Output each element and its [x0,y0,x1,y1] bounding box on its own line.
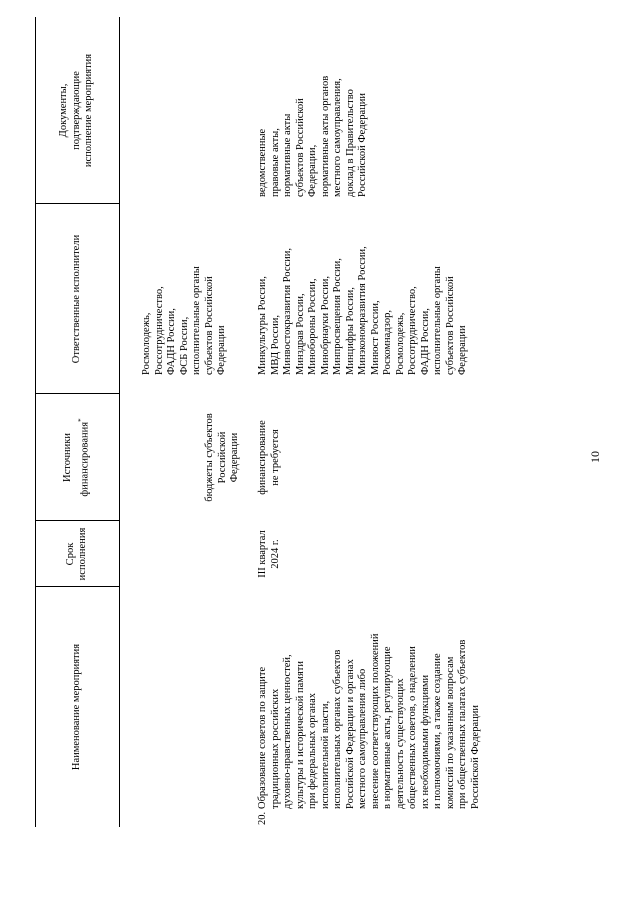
funding-line: финансирование [257,420,268,495]
executor-line: Минкультуры России, [257,276,268,375]
prev-funding-line: Федерации [229,432,240,483]
activity-line: местного самоуправления либо [357,668,368,809]
row-20-deadline [257,521,282,587]
activity-line: Российской Федерации и органах [344,659,356,809]
executor-line: исполнительные органы [432,266,443,375]
header-documents [35,17,119,204]
activity-line: и полномочиями, а также создание [432,653,443,809]
prev-executor-line: ФСБ России, [178,316,190,375]
header-funding-line-1: Источники [62,433,74,482]
executor-line: Минвостокразвития России, [282,247,293,375]
prev-executor-line: исполнительные органы [191,266,202,375]
row-20-documents [257,17,370,197]
header-executors-text: Ответственные исполнители [70,234,82,364]
prev-funding-line: бюджеты субъектов [204,413,215,502]
deadline-line: III квартал [257,530,268,578]
activity-line: традиционных российских [269,688,281,809]
executor-line: МВД России, [269,314,281,375]
prev-row-executors [141,205,229,375]
row-20-funding [257,394,282,521]
document-line: Российской Федерации [357,93,368,197]
header-activity-name [35,587,119,827]
executor-line: Минобрнауки России, [319,275,331,375]
activity-line: духовно-нравственных ценностей, [282,654,293,809]
header-funding-sources [35,394,119,521]
executor-line: Россотрудничество, [407,286,418,375]
prev-funding-line: Российской [216,431,228,484]
executor-line: Минцифры России, [344,287,356,375]
executor-line: субъектов Российской [444,276,456,375]
header-funding-line-2-text: финансирования [79,421,91,497]
header-documents-line-1: Документы, [58,83,70,138]
activity-line: культуры и исторической памяти [294,661,306,809]
activity-line: Российской Федерации [469,705,481,809]
page-number: 10 [588,451,602,463]
document-line: ведомственные [257,128,268,197]
executor-line: Минздрав России, [294,293,306,375]
header-funding-line-2 [75,418,92,496]
activity-line: внесение соответствующих положений [369,633,381,809]
header-documents-line-2: подтверждающие [70,71,82,150]
row-20-activity-name [257,587,482,809]
deadline-line: 2024 г. [269,539,281,569]
row-20-number: 20. [257,811,268,825]
activity-line: исполнительной власти, [319,700,331,809]
executor-line: Минобороны России, [307,278,318,375]
activity-line: деятельность существующих [394,678,406,809]
activity-line: при общественных палатах субъектов [457,639,468,809]
table-header-rule [119,17,120,827]
activity-line: их необходимыми функциями [419,674,431,809]
prev-executor-line: ФАДН России, [166,308,177,375]
document-line: Федерации, [307,144,318,197]
row-20-executors [257,205,470,375]
activity-line: исполнительных органах субъектов [332,649,343,809]
header-executors [35,204,119,394]
executor-line: Роскомнадзор, [382,310,393,375]
executor-line: Минэкономразвития России, [357,246,368,375]
executor-line: ФАДН России, [419,308,431,375]
executor-line: Росмолодежь, [394,312,406,375]
document-line: нормативные акты органов [319,75,331,197]
prev-row-funding [204,394,242,521]
prev-executor-line: Россотрудничество, [153,286,165,375]
prev-executor-line: Федерации [216,325,227,375]
document-line: местного самоуправления, [332,78,343,197]
executor-line: Минпросвещения России, [332,258,343,375]
footnote-asterisk: * [76,418,85,422]
prev-executor-line: Росмолодежь, [141,312,152,375]
header-deadline-line-2: исполнения [77,527,88,581]
header-documents-line-3: исполнение мероприятия [83,53,95,168]
document-line: субъектов Российской [294,98,306,197]
header-deadline-line-1: Срок [64,542,76,566]
activity-line: комиссий по указанным вопросам [444,656,456,809]
header-activity-name-text: Наименование мероприятия [70,643,82,771]
activity-line: Образование советов по защите [257,666,268,809]
activity-line: при федеральных органах [307,692,318,809]
funding-line: не требуется [269,429,281,486]
activity-line: общественных советов, о наделении [407,646,418,809]
document-line: нормативные акты [282,113,293,197]
executor-line: Федерации [457,325,468,375]
prev-executor-line: субъектов Российской [203,276,215,375]
document-line: правовые акты, [269,128,281,197]
header-deadline [35,521,119,587]
document-line: доклад в Правительство [344,89,356,197]
executor-line: Минюст России, [369,300,381,375]
activity-line: в нормативные акты, регулирующие [382,646,393,809]
